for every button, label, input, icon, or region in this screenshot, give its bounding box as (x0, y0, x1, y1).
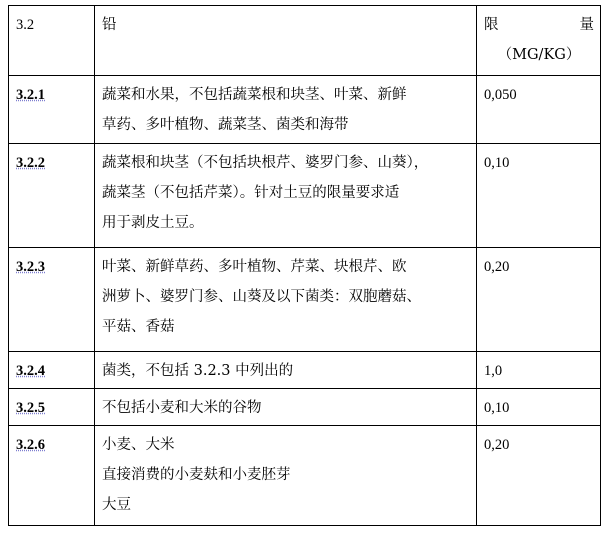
table-header-row (9, 6, 601, 76)
section-code (9, 6, 95, 76)
row-description (95, 144, 477, 248)
table-row (9, 426, 601, 526)
row-description (95, 389, 477, 426)
section-code-text: 3.2 (16, 17, 35, 33)
table-row (9, 248, 601, 352)
row-code-cell (9, 144, 95, 248)
description-line: 不包括小麦和大米的谷物 (102, 400, 262, 416)
element-name: 铅 (102, 17, 117, 33)
row-description (95, 426, 477, 526)
row-description (95, 248, 477, 352)
row-description (95, 352, 477, 389)
limit-header-label (484, 10, 594, 40)
description-line: 小麦、大米 (102, 437, 175, 453)
row-code: 3.2.2 (16, 155, 45, 171)
row-code: 3.2.3 (16, 259, 45, 275)
description-line: 平菇、香菇 (102, 319, 175, 335)
description-line: 蔬菜和水果，不包括蔬菜根和块茎、叶菜、新鲜 (102, 87, 407, 103)
row-limit: 0,050 (477, 76, 601, 144)
row-description (95, 76, 477, 144)
row-code: 3.2.5 (16, 400, 45, 416)
description-line: 菌类，不包括 3.2.3 中列出的 (102, 363, 294, 379)
description-line: 用于剥皮土豆。 (102, 215, 204, 231)
lead-limits-table (8, 5, 601, 526)
description-line: 洲萝卜、婆罗门参、山葵及以下菌类：双胞蘑菇、 (102, 289, 421, 305)
row-code-cell (9, 76, 95, 144)
row-code-cell (9, 352, 95, 389)
limit-header-cell (477, 6, 601, 76)
row-limit: 0,20 (477, 426, 601, 526)
limit-label-right: 量 (579, 17, 594, 33)
row-code-cell (9, 389, 95, 426)
description-line: 大豆 (102, 497, 131, 513)
row-limit: 0,20 (477, 248, 601, 352)
row-code: 3.2.4 (16, 363, 45, 379)
row-limit: 0,10 (477, 144, 601, 248)
element-name-cell (95, 6, 477, 76)
row-code: 3.2.6 (16, 437, 45, 453)
limit-unit: （MG/KG） (497, 47, 581, 63)
description-line: 直接消费的小麦麸和小麦胚芽 (102, 467, 291, 483)
table-row (9, 76, 601, 144)
row-code-cell (9, 248, 95, 352)
row-code: 3.2.1 (16, 87, 45, 103)
description-line: 蔬菜根和块茎（不包括块根芹、婆罗门参、山葵）， (102, 155, 429, 171)
row-code-cell (9, 426, 95, 526)
limit-label-left: 限 (484, 17, 499, 33)
description-line: 草药、多叶植物、蔬菜茎、菌类和海带 (102, 117, 349, 133)
row-limit: 0,10 (477, 389, 601, 426)
table-row (9, 389, 601, 426)
table-row (9, 144, 601, 248)
row-limit: 1,0 (477, 352, 601, 389)
description-line: 蔬菜茎（不包括芹菜）。针对土豆的限量要求适 (102, 185, 400, 201)
table-row (9, 352, 601, 389)
description-line: 叶菜、新鲜草药、多叶植物、芹菜、块根芹、欧 (102, 259, 407, 275)
